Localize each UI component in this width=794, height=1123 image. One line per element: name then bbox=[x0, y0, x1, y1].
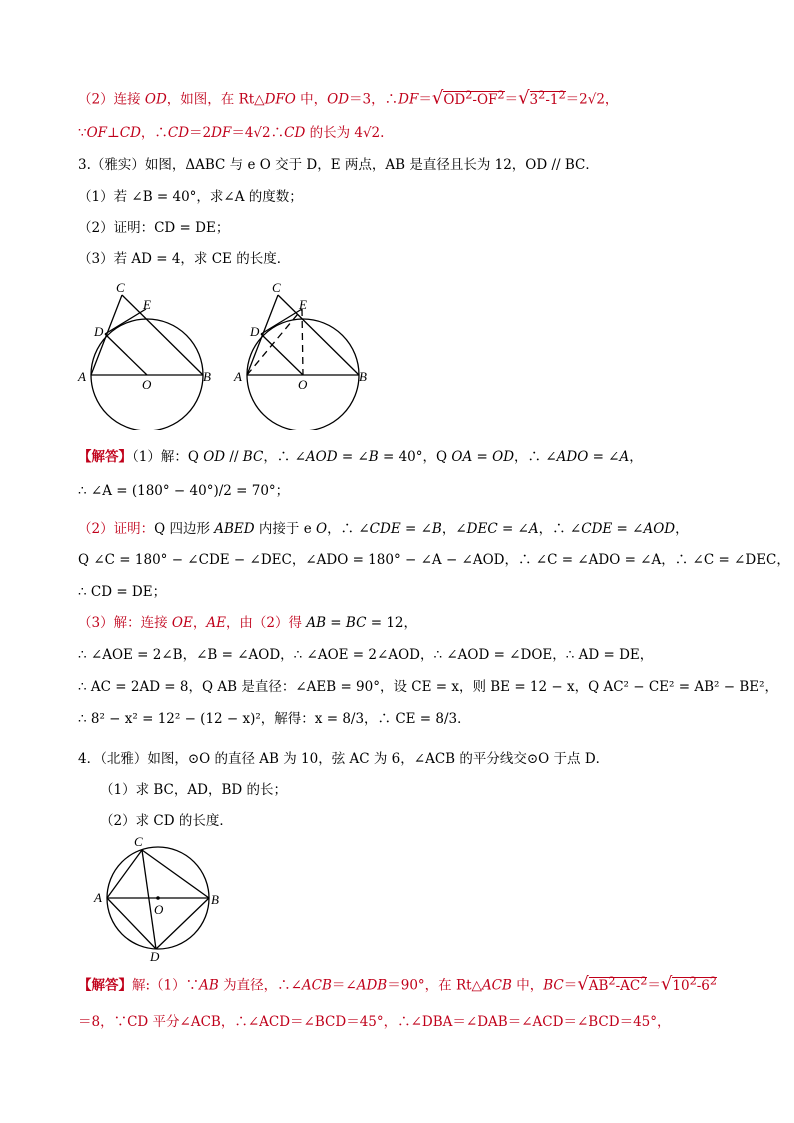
problem-4-part-1: （1）求 BC，AD，BD 的长； bbox=[100, 782, 287, 798]
text-line-2: ∵OF⊥CD，∴CD＝2DF＝4√2∴CD 的长为 4√2. bbox=[78, 125, 385, 141]
label-D: D bbox=[250, 324, 260, 339]
label-O: O bbox=[154, 902, 164, 917]
label-C: C bbox=[272, 280, 281, 295]
solution-3-line-6: （3）解：连接 OE，AE，由（2）得 AB = BC = 12， bbox=[78, 615, 417, 631]
problem-4-statement: 4．（北雅）如图，⊙O 的直径 AB 为 10，弦 AC 为 6，∠ACB 的平分线交⊙O 于点 D． bbox=[78, 751, 610, 767]
label-E: E bbox=[299, 297, 307, 312]
solution-3-line-5: ∴ CD = DE； bbox=[78, 584, 167, 600]
problem-3-statement: 3.（雅实）如图，ΔABC 与 e O 交于 D，E 两点，AB 是直径且长为 12，OD // BC． bbox=[78, 157, 599, 173]
label-C: C bbox=[116, 280, 125, 295]
solution-3-line-8: ∴ AC = 2AD = 8，Q AB 是直径：∠AEB = 90°，设 CE = x，则 BE = 12 − x，Q AC² − CE² = AB² − BE²， bbox=[78, 679, 779, 695]
figure-problem3-right bbox=[232, 278, 378, 430]
problem-3-part-1: （1）若 ∠B = 40°，求∠A 的度数； bbox=[78, 189, 303, 205]
solution-3-line-1: 【解答】（1）解：Q OD // BC，∴ ∠AOD = ∠B = 40°，Q OA = OD，∴ ∠ADO = ∠A， bbox=[78, 449, 643, 465]
solution-3-line-2: ∴ ∠A = (180° − 40°)/2 = 70°； bbox=[78, 483, 290, 499]
label-B: B bbox=[359, 369, 367, 384]
problem-3-part-3: （3）若 AD = 4，求 CE 的长度． bbox=[78, 251, 291, 267]
figure-problem4 bbox=[90, 832, 230, 962]
solution-3-line-3: （2）证明：Q 四边形 ABED 内接于 e O，∴ ∠CDE = ∠B，∠DEC = ∠A，∴ ∠CDE = ∠AOD， bbox=[78, 521, 689, 537]
label-O: O bbox=[298, 377, 308, 392]
figure-problem3-left bbox=[76, 278, 222, 430]
label-B: B bbox=[211, 892, 219, 907]
label-B: B bbox=[203, 369, 211, 384]
solution-3-line-4: Q ∠C = 180° − ∠CDE − ∠DEC，∠ADO = 180° − ∠A − ∠AOD，∴ ∠C = ∠ADO = ∠A，∴ ∠C = ∠DEC， bbox=[78, 552, 790, 568]
problem-3-part-2: （2）证明：CD = DE； bbox=[78, 220, 230, 236]
solution-4-line-2: ＝8，∵CD 平分∠ACB，∴∠ACD＝∠BCD＝45°，∴∠DBA＝∠DAB＝∠ACD＝∠BCD＝45°， bbox=[78, 1014, 671, 1030]
label-O: O bbox=[142, 377, 152, 392]
label-A: A bbox=[78, 369, 86, 384]
label-A: A bbox=[94, 890, 102, 905]
solution-4-line-1: 【解答】解:（1）∵AB 为直径，∴∠ACB＝∠ADB＝90°，在 Rt△ACB 中，$BC=√AB^2-AC^2=√10^2-6^2$ bbox=[78, 973, 718, 995]
label-C: C bbox=[134, 834, 143, 849]
label-A: A bbox=[234, 369, 242, 384]
problem-4-part-2: （2）求 CD 的长度． bbox=[100, 813, 233, 829]
label-D: D bbox=[150, 949, 160, 962]
solution-3-line-7: ∴ ∠AOE = 2∠B，∠B = ∠AOD，∴ ∠AOE = 2∠AOD，∴ ∠AOD = ∠DOE，∴ AD = DE， bbox=[78, 647, 654, 663]
label-E: E bbox=[143, 297, 151, 312]
label-D: D bbox=[94, 324, 104, 339]
solution-3-line-9: ∴ 8² − x² = 12² − (12 − x)²，解得：x = 8/3，∴ CE = 8/3． bbox=[78, 711, 471, 727]
text-line-1: （2）连接 OD，如图，在 Rt△DFO 中，OD＝3，$\therefore DF=√OD^2-OF^2=√3^2-1^2=2√2$， bbox=[78, 87, 619, 109]
